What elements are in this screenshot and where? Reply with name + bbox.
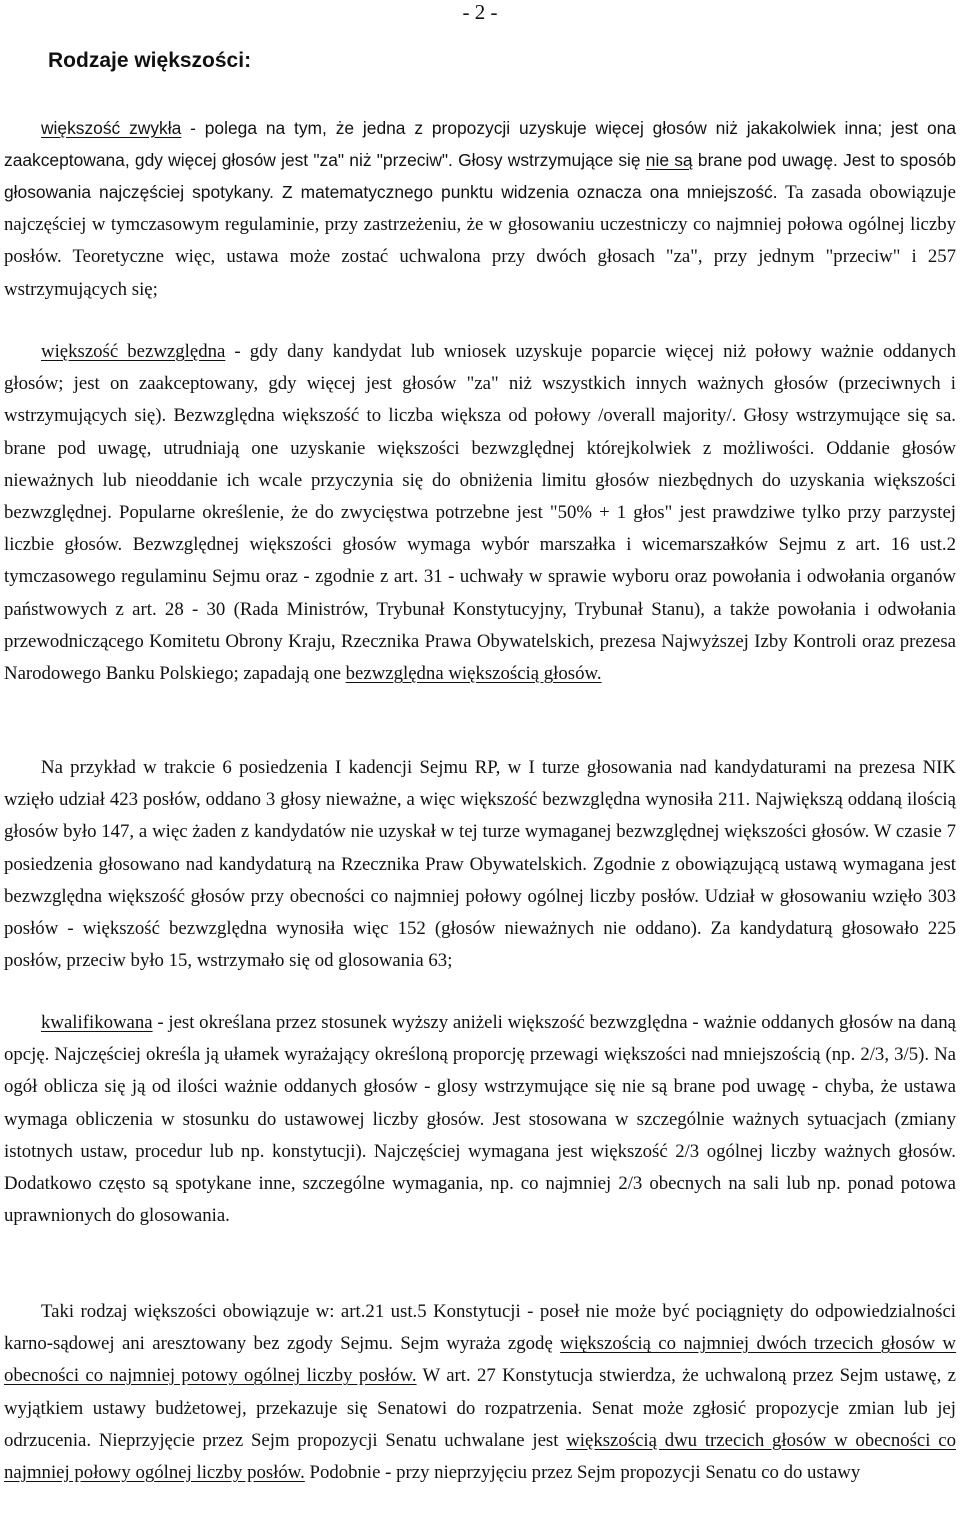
qualified-majority-term: kwalifikowana — [41, 1012, 153, 1033]
final-text: Taki rodzaj większości obowiązuje w: art.21 ust.5 Konstytucji - poseł nie może być pociągnięty do odpowiedzialności karno-sądowej ani aresztowany bez zgody Sejmu. Sejm wyraża zgodę — [4, 1301, 956, 1355]
simple-majority-text: - polega na tym, że jedna z propozycji uzyskuje więcej głosów niż jakakolwiek inna; jest ona zaakceptowana, gdy więcej głosów jest "za" niż "przeciw". Głosy wstrzymujące się — [4, 118, 956, 170]
absolute-majority-term: większość bezwzględna — [41, 341, 226, 362]
absolute-majority-text-2: Bezwzględna większość to liczba większa od połowy /overall majority/. Głosy wstrzymujące się sa. — [166, 405, 956, 427]
final-text-2: W art. 27 Konstytucja stwierdza, że uchwaloną przez Sejm ustawę, z wyjątkiem ustawy budżetowej, przekazuje się Senatowi do rozpatrzenia. Senat może zgłosić propozycje zmian lub jej odrzucenia. Nieprzyjęcie przez Sejm propozycji Senatu uchwalane jest — [4, 1365, 956, 1451]
absolute-majority-paragraph — [4, 336, 956, 690]
absolute-majority-text-4: Oddanie głosów nieważnych lub nieoddanie ich wcale przyczynia się do obniżenia limitu głosów niezbędnych do uzyskania większości bezwzględnej. Popularne określenie, że do zwycięstwa potrzebne jest "50% + 1 głos" jest prawdziwe tylko przy parzystej liczbie głosów. Bezwzględnej większości głosów wymaga wybór marszałka i wicemarszałków Sejmu z art. 16 ust.2 tymczasowego regulaminu Sejmu oraz - zgodnie z art. 31 - uchwały w sprawie wyboru oraz powołania i odwołania organów państwowych z art. 28 - 30 (Rada Ministrów, Trybunał Konstytucyjny, Trybunał Stanu), a także powołania i odwołania przewodniczącego Komitetu Obrony Kraju, Rzecznika Prawa Obywatelskich, prezesa Najwyższej Izby Kontroli oraz prezesa Narodowego Banku Polskiego; zapadają one — [4, 437, 956, 685]
absolute-majority-underlined: bezwzględna większością głosów. — [345, 663, 602, 685]
absolute-majority-text-3: brane pod uwagę, utrudniają one uzyskanie większości bezwzględnej którejkolwiek z możliwości. — [4, 437, 815, 459]
simple-majority-text-2: brane pod uwagę. Jest to sposób głosowania najczęściej spotykany. Z matematycznego punktu widzenia oznacza ona mniejszość. — [4, 150, 957, 202]
simple-majority-term: większość zwykła — [41, 118, 182, 138]
example-text: Na przykład w trakcie 6 posiedzenia I kadencji Sejmu RP, w I turze głosowania nad kandydaturami na prezesa NIK wzięło udział 423 posłów, oddano 3 głosy nieważne, a więc większość bezwzględna wynosiła 211. Największą oddaną ilością głosów było 147, a więc żaden z kandydatów nie uzyskał w tej turze wymaganej bezwzględnej większości głosów. W czasie 7 posiedzenia głosowano nad kandydaturą na Rzecznika Praw Obywatelskich. Zgodnie z obowiązującą ustawą wymagana jest bezwzględna większość głosów przy obecności co najmniej połowy ogólnej liczby posłów. Udział w głosowaniu wzięło 303 posłów - większość bezwzględna wynosiła więc 152 (głosów nieważnych nie oddano). Za kandydaturą głosowało 225 posłów, przeciw było 15, wstrzymało się od glosowania 63; — [4, 757, 956, 972]
final-paragraph — [4, 1296, 956, 1489]
final-underlined-2: większością dwu trzecich głosów w obecności co najmniej połowy ogólnej liczby posłów. — [4, 1429, 956, 1484]
qualified-majority-text: - jest określana przez stosunek wyższy aniżeli większość bezwzględna - ważnie oddanych głosów na daną opcję. Najczęściej określa ją ułamek wyrażający określoną proporcję przewagi większości nad mniejszością (np. 2/3, 3/5). Na ogół oblicza się ją od ilości ważnie oddanych głosów - glosy wstrzymujące się nie są brane pod uwagę - chyba, że ustawa wymaga obliczenia w stosunku do ustawowej liczby głosów. Jest stosowana w szczególnie ważnych sytuacjach (zmiany istotnych ustaw, procedur lub np. konstytucji). Najczęściej wymagana jest większość 2/3 ogólnej liczby ważnych głosów. Dodatkowo często są spotykane inne, szczególne wymagania, np. co najmniej 2/3 obecnych na sali lub np. ponad potowa uprawnionych do glosowania. — [4, 1012, 956, 1227]
page-number: - 2 - — [462, 0, 498, 24]
simple-majority-text-3: Ta zasada obowiązuje najczęściej w tymczasowym regulaminie, przy zastrzeżeniu, że w głosowaniu uczestniczy co najmniej połowa ogólnej liczby posłów. Teoretyczne więc, ustawa może zostać uchwalona przy dwóch głosach "za", przy jednym "przeciw" i 257 wstrzymujących się; — [4, 182, 956, 300]
absolute-majority-example-paragraph — [4, 752, 956, 977]
final-underlined: większością co najmniej dwóch trzecich głosów w obecności co najmniej potowy ogólnej liczby posłów. — [4, 1333, 956, 1387]
qualified-majority-paragraph — [4, 1007, 956, 1232]
simple-majority-paragraph — [4, 112, 956, 306]
absolute-majority-text: - gdy dany kandydat lub wniosek uzyskuje poparcie więcej niż połowy ważnie oddanych głosów; jest on zaakceptowany, gdy więcej jest głosów "za" niż wszystkich innych ważnych głosów (przeciwnych i wstrzymujących się). — [4, 341, 956, 427]
simple-majority-underlined: nie są — [645, 150, 693, 170]
section-heading: Rodzaje większości: — [48, 49, 252, 72]
final-text-3: Podobnie - przy nieprzyjęciu przez Sejm propozycji Senatu co do ustawy — [304, 1462, 861, 1484]
